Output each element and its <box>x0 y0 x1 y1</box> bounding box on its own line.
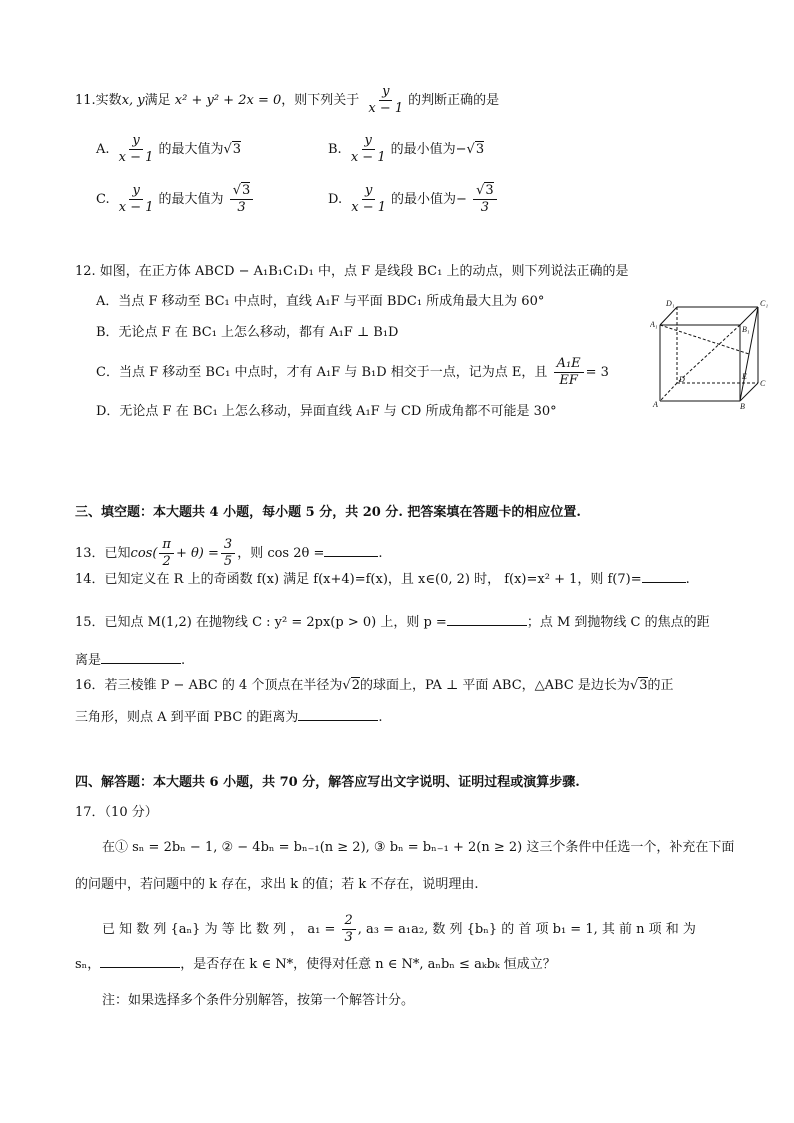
q11-option-b: B. $\frac{y}{x - 1}$ 的最小值为−√3 <box>328 133 485 165</box>
q11-option-c: C. $\frac{y}{x - 1}$ 的最大值为 $\frac{√3}{3}$ <box>96 183 255 216</box>
q15-answer-blank-2[interactable] <box>101 651 181 664</box>
segment-bc1 <box>740 307 758 401</box>
q13-answer-blank[interactable] <box>324 544 378 557</box>
q11-option-a: A. $\frac{y}{x - 1}$ 的最大值为√3 <box>96 133 242 165</box>
q12-option-c: C．当点 F 移动至 BC₁ 中点时，才有 A₁F 与 B₁D 相交于一点，记为点 E，且 $\frac{\text{A₁E}}{EF}$ = 3 <box>96 356 609 388</box>
section4-header: 四、解答题：本大题共 6 小题，共 70 分，解答应写出文字说明、证明过程或演算步骤. <box>75 775 580 790</box>
edge-d1a1 <box>660 307 677 325</box>
cube-figure <box>650 297 770 409</box>
q12-stem: 12. 如图，在正方体 ABCD − A₁B₁C₁D₁ 中，点 F 是线段 BC₁ 上的动点，则下列说法正确的是 <box>75 264 629 279</box>
q17-given: 已 知 数 列 {aₙ} 为 等 比 数 列 ， a₁ = $\frac{2}{3}$ , a₃ = a₁a₂, 数 列 {bₙ} 的 首 项 b₁ = 1, 其 前 n 项 和 为 <box>102 913 696 945</box>
q15: 15．已知点 M(1,2) 在抛物线 C : y² = 2px(p > 0) 上，则 p = ；点 M 到抛物线 C 的焦点的距 <box>75 615 710 630</box>
label-c: C <box>760 379 766 388</box>
q16: 16．若三棱锥 P − ABC 的 4 个顶点在半径为√2的球面上，PA ⊥ 平面 ABC，△ABC 是边长为√3的正 <box>75 678 674 693</box>
label-a: A <box>653 400 658 409</box>
q11-option-d: D. $\frac{y}{x - 1}$ 的最小值为− $\frac{√3}{3}$ <box>328 183 499 216</box>
q15-answer-blank-1[interactable] <box>447 613 527 626</box>
q17-question: 的问题中，若问题中的 k 存在，求出 k 的值；若 k 不存在，说明理由. <box>75 877 479 892</box>
q12-option-d: D．无论点 F 在 BC₁ 上怎么移动，异面直线 A₁F 与 CD 所成角都不可能是 30° <box>96 404 557 419</box>
q17-given-cont: sₙ， ，是否存在 k ∈ N*，使得对任意 n ∈ N*, aₙbₙ ≤ aₖbₖ 恒成立？ <box>75 957 556 972</box>
q17-conditions: 在① sₙ = 2bₙ − 1, ② − 4bₙ = bₙ₋₁(n ≥ 2), ③ bₙ = bₙ₋₁ + 2(n ≥ 2) 这三个条件中任选一个，补充在下面 <box>102 840 735 855</box>
label-c1: C₁ <box>760 299 769 308</box>
section3-header: 三、填空题：本大题共 4 小题，每小题 5 分，共 20 分. 把答案填在答题卡的相应位置. <box>75 505 581 520</box>
q16-answer-blank[interactable] <box>298 708 378 721</box>
q11-stem: 11.实数x, y满足 x² + y² + 2x = 0，则下列关于 $\frac{y}{x - 1}$ 的判断正确的是 <box>75 84 500 116</box>
label-d1: D₁ <box>666 299 675 308</box>
q14-answer-blank[interactable] <box>642 570 686 583</box>
q16-cont: 三角形，则点 A 到平面 PBC 的距离为 . <box>75 710 383 725</box>
label-e: E <box>742 372 747 381</box>
q14: 14．已知定义在 R 上的奇函数 f(x) 满足 f(x+4)=f(x)，且 x∈(0, 2) 时， f(x)=x² + 1，则 f(7)= . <box>75 572 690 587</box>
label-a1: A₁ <box>650 320 658 329</box>
q17-note: 注：如果选择多个条件分别解答，按第一个解答计分。 <box>102 993 415 1008</box>
q17-title: 17．（10 分） <box>75 805 158 820</box>
q11-fraction: $\frac{y}{x - 1}$ <box>368 84 404 116</box>
edge-da <box>660 383 677 401</box>
q12-option-a: A．当点 F 移动至 BC₁ 中点时，直线 A₁F 与平面 BDC₁ 所成角最大且为 60° <box>96 294 545 309</box>
q17-condition-blank[interactable] <box>100 955 180 968</box>
q13: 13．已知cos( $\frac{\pi}{2}$ + θ) = $\frac{3}{5}$ ，则 cos 2θ = . <box>75 537 383 569</box>
q12-option-b: B．无论点 F 在 BC₁ 上怎么移动，都有 A₁F ⊥ B₁D <box>96 325 399 340</box>
label-b1: B₁ <box>742 325 750 334</box>
label-b: B <box>740 402 745 409</box>
label-d: D <box>679 375 685 384</box>
q15-cont: 离是 . <box>75 653 186 668</box>
